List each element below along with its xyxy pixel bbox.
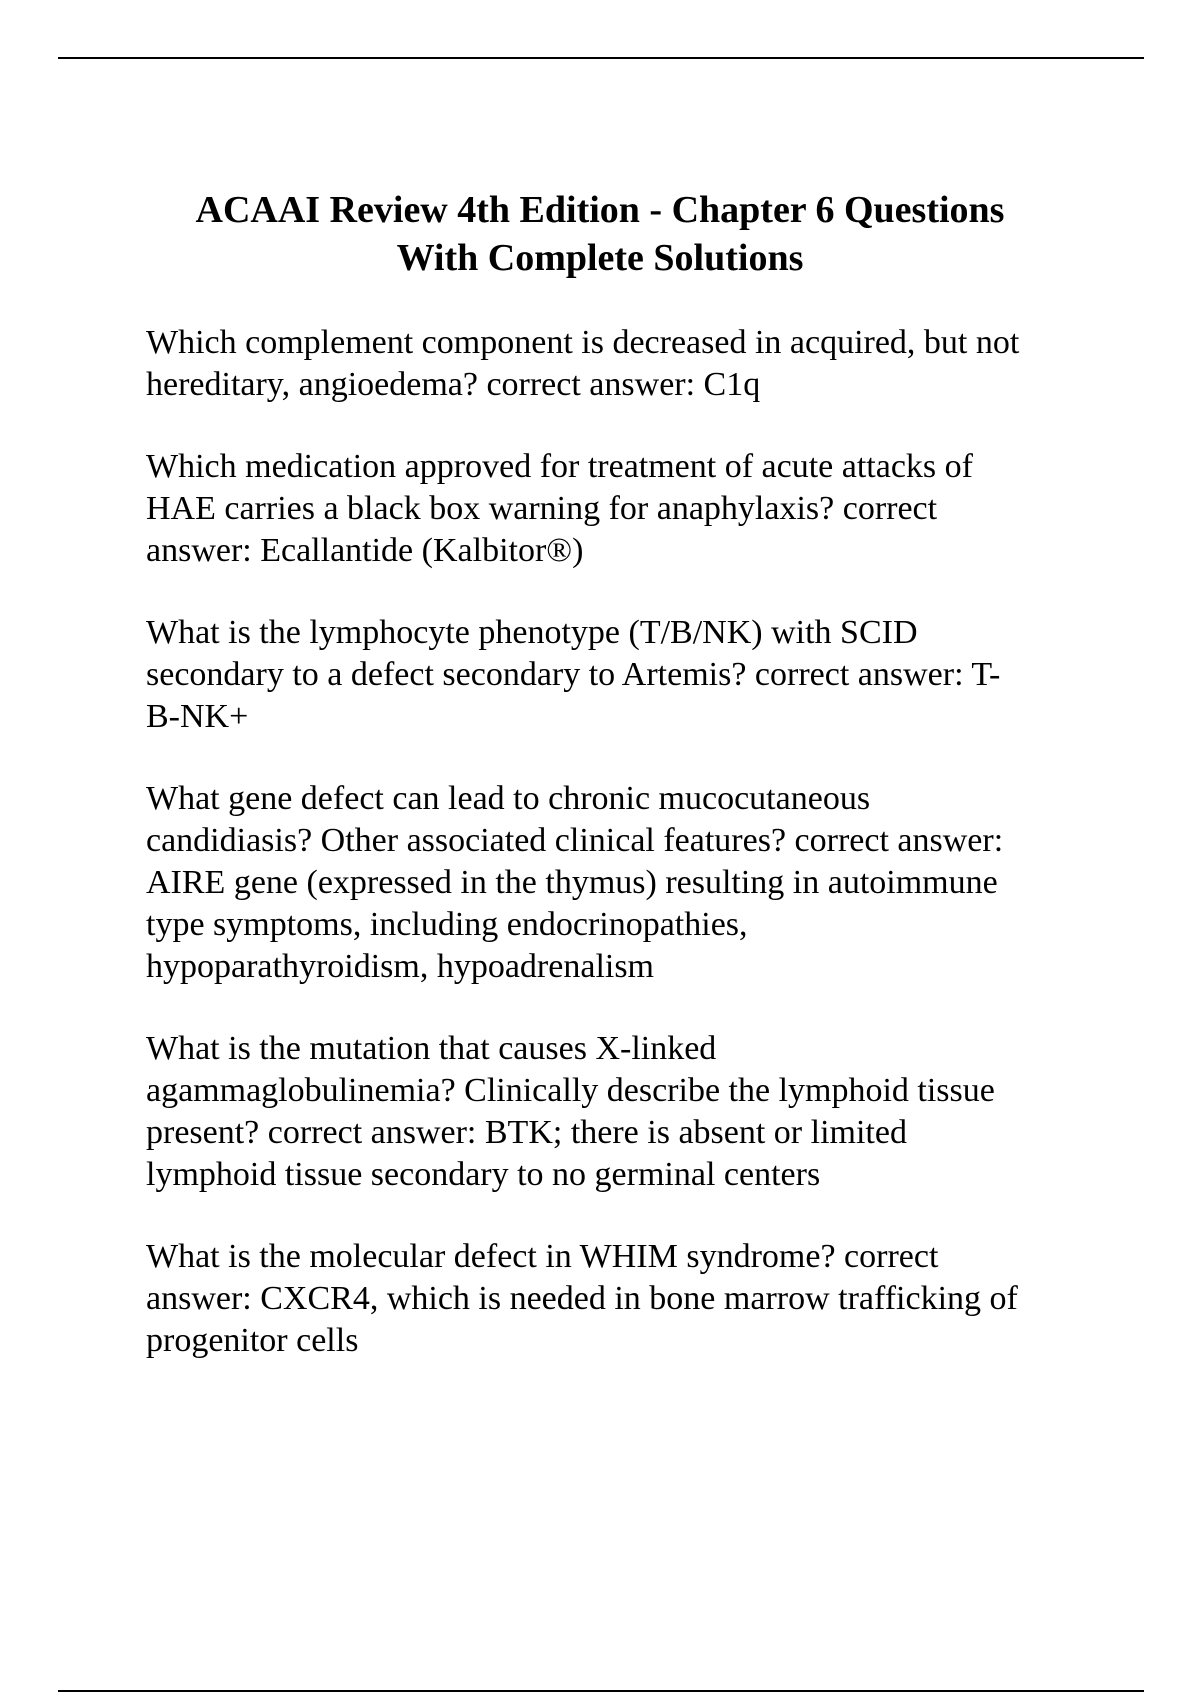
qa-list	[146, 322, 1106, 1402]
header-rule	[58, 57, 1144, 59]
qa-item-3: What is the lymphocyte phenotype (T/B/NK) with SCID secondary to a defect secondary to Artemis? correct answer: T- B-NK+	[146, 614, 1001, 735]
qa-item-4: What gene defect can lead to chronic mucocutaneous candidiasis? Other associated clinical features? correct answer: AIRE gene (expressed in the thymus) resulting in autoimmune type symptoms, including endocrinopathies, hypoparathyroidism, hypoadrenalism	[146, 780, 1004, 985]
qa-item-5: What is the mutation that causes X-linked agammaglobulinemia? Clinically describe the lymphoid tissue present? correct answer: BTK; there is absent or limited lymphoid tissue secondary to no germinal centers	[146, 1030, 995, 1193]
document-title	[100, 186, 1100, 282]
qa-item-2: Which medication approved for treatment of acute attacks of HAE carries a black box warning for anaphylaxis? correct answer: Ecallantide (Kalbitor®)	[146, 448, 973, 569]
qa-item-6: What is the molecular defect in WHIM syndrome? correct answer: CXCR4, which is needed in bone marrow trafficking of progenitor cells	[146, 1238, 1018, 1359]
footer-rule	[58, 1690, 1144, 1692]
qa-item-1: Which complement component is decreased in acquired, but not hereditary, angioedema? correct answer: C1q	[146, 324, 1020, 403]
title-line-1: ACAAI Review 4th Edition - Chapter 6 Questions	[195, 189, 1005, 231]
title-line-2: With Complete Solutions	[396, 237, 804, 279]
